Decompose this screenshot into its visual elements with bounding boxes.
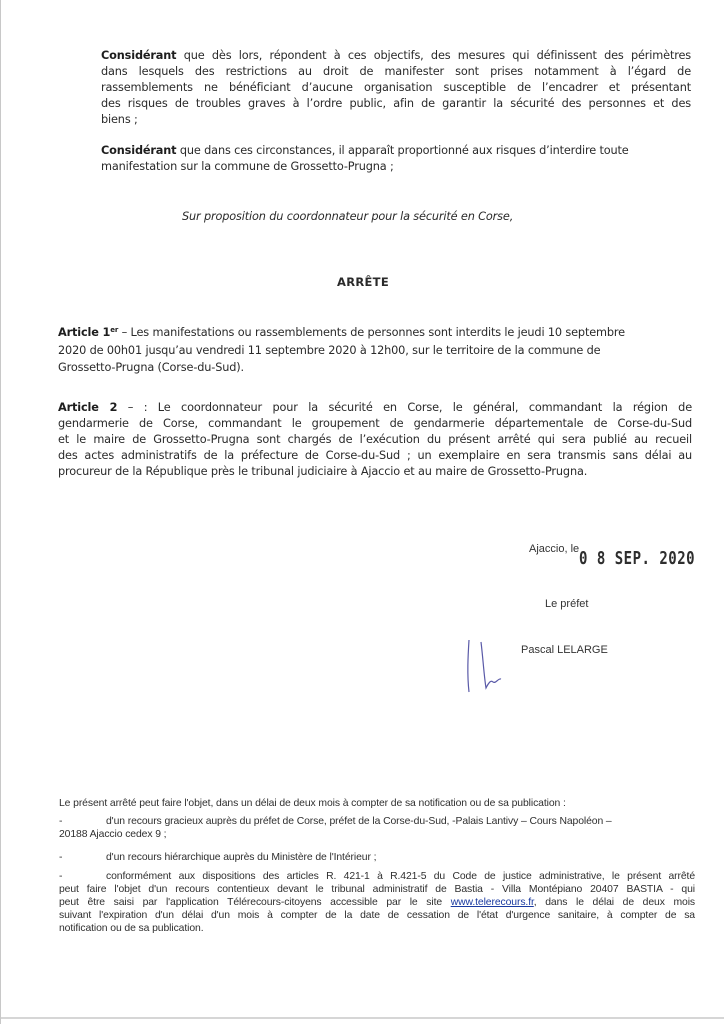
text-line: notification ou de sa publication. xyxy=(59,923,204,934)
text-line xyxy=(59,851,695,864)
article-label: Article 2 xyxy=(58,401,118,414)
text-line: 2020 de 00h01 jusqu’au vendredi 11 septembre 2020 à 12h00, sur le territoire de la commune de xyxy=(58,343,601,357)
telerecours-link[interactable]: www.telerecours.fr xyxy=(450,897,534,908)
proposal-line: Sur proposition du coordonnateur pour la sécurité en Corse, xyxy=(182,210,514,223)
text-line: manifestation sur la commune de Grossetto-Prugna ; xyxy=(101,160,394,173)
bullet-dash: - xyxy=(59,871,63,882)
text-line xyxy=(59,870,695,883)
text-span: d'un recours gracieux auprès du préfet de Corse, préfet de la Corse-du-Sud, -Palais Lantivy – Cours Napoléon – xyxy=(106,816,612,827)
article-label-sup: er xyxy=(110,326,119,334)
text-line: suivant l'expiration d'un délai d'un mois à compter de la date de cessation de l'état d'urgence sanitaire, à compter de sa xyxy=(59,910,695,921)
bullet-dash: - xyxy=(59,852,63,863)
text-line: des risques de troubles graves à l’ordre public, afin de garantir la sécurité des personnes et des xyxy=(101,97,691,110)
text-line: des actes administratifs de la préfecture de Corse-du-Sud ; un exemplaire en sera transmis sans délai au xyxy=(58,449,692,462)
recours-item-hierarchique xyxy=(59,851,695,864)
scan-edge xyxy=(1,1017,724,1019)
text-line xyxy=(59,896,695,909)
bullet-dash: - xyxy=(59,816,63,827)
considerant-paragraph-1 xyxy=(101,48,691,128)
text-line: peut faire l'objet d'un recours contentieux devant le tribunal administratif de Bastia - Villa Montépiano 20407 BASTIA - qui xyxy=(59,884,695,895)
arrete-heading: ARRÊTE xyxy=(337,275,389,289)
text-span: que dès lors, répondent à ces objectifs, des mesures qui définissent des périmètres xyxy=(176,49,691,62)
text-line: Grossetto-Prugna (Corse-du-Sud). xyxy=(58,361,244,374)
text-line xyxy=(101,48,691,64)
considerant-paragraph-2 xyxy=(101,143,691,175)
recours-item-contentieux xyxy=(59,870,695,935)
text-line xyxy=(59,815,695,828)
handwritten-signature xyxy=(463,638,523,694)
article-label-text: Article 1 xyxy=(58,326,111,339)
text-line xyxy=(101,143,691,159)
text-line xyxy=(58,400,692,416)
date-stamp: 0 8 SEP. 2020 xyxy=(579,549,696,569)
signatory-title: Le préfet xyxy=(545,598,589,610)
text-span: conformément aux dispositions des articles R. 421-1 à R.421-5 du Code de justice administrative, le présent arrêté xyxy=(106,871,695,882)
text-span: – : Le coordonnateur pour la sécurité en Corse, le général, commandant la région de xyxy=(117,401,692,414)
text-span: peut être saisi par l'application Télérecours-citoyens accessible par le site xyxy=(59,897,451,908)
signature-stroke-1 xyxy=(468,640,469,692)
text-line: et le maire de Grossetto-Prugna sont chargés de l’exécution du présent arrêté qui sera publié au recueil xyxy=(58,433,692,446)
text-line: rassemblements ne bénéficiant d’aucune organisation susceptible de l’encadrer et présentant xyxy=(101,81,691,94)
recours-intro: Le présent arrêté peut faire l'objet, dans un délai de deux mois à compter de sa notification ou de sa publication : xyxy=(59,798,566,809)
text-span: d'un recours hiérarchique auprès du Ministère de l'Intérieur ; xyxy=(106,852,377,863)
text-line: gendarmerie de Corse, commandant le groupement de gendarmerie départementale de Corse-du-Sud xyxy=(58,417,692,430)
text-span: que dans ces circonstances, il apparaît proportionné aux risques d’interdire toute xyxy=(176,144,629,157)
considerant-keyword: Considérant xyxy=(101,144,177,157)
text-span: , dans le délai de deux mois xyxy=(533,897,695,908)
text-line: procureur de la République près le tribunal judiciaire à Ajaccio et au maire de Grossetto-Prugna. xyxy=(58,465,588,478)
text-line: biens ; xyxy=(101,113,138,126)
text-line: 20188 Ajaccio cedex 9 ; xyxy=(59,829,167,840)
signatory-name: Pascal LELARGE xyxy=(521,644,608,656)
text-line xyxy=(58,322,658,342)
article-2 xyxy=(58,400,692,480)
text-line: dans lesquels des restrictions au droit de manifester sont prises notamment à l’égard de xyxy=(101,65,691,78)
signature-stroke-2 xyxy=(481,642,501,688)
recours-item-gracieux xyxy=(59,815,695,841)
signature-place: Ajaccio, le xyxy=(529,543,580,555)
article-label xyxy=(58,326,118,339)
considerant-keyword: Considérant xyxy=(101,49,177,62)
article-1 xyxy=(58,322,658,377)
text-span: – Les manifestations ou rassemblements de personnes sont interdits le jeudi 10 septembre xyxy=(118,326,625,339)
